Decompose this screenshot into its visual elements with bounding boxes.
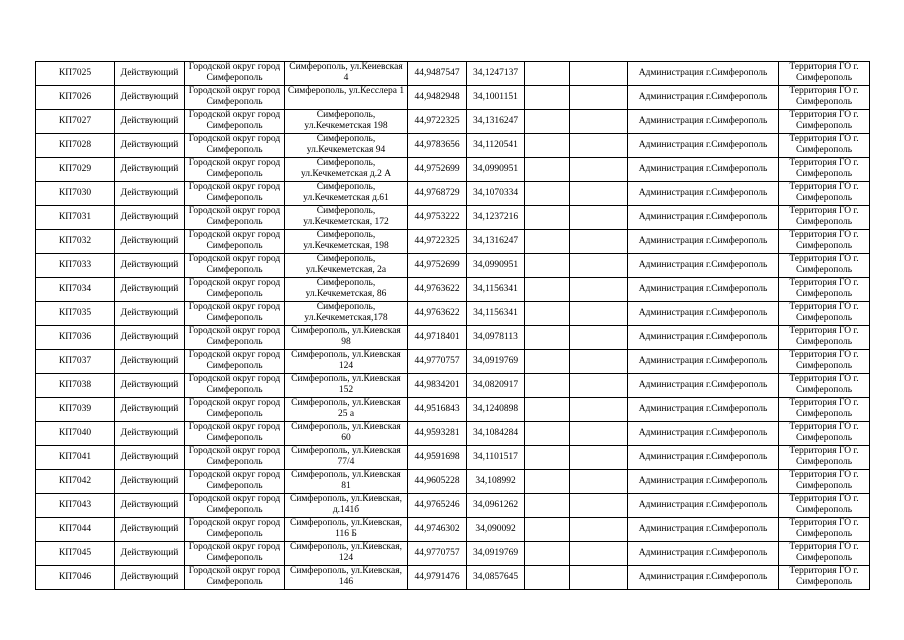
cell-longitude: 34,1070334 — [467, 182, 525, 206]
cell-empty — [570, 62, 628, 86]
cell-code: КП7029 — [36, 158, 115, 182]
cell-address: Симферополь, ул.Кечкеметская, 86 — [285, 278, 408, 302]
cell-territory: Территория ГО г. Симферополь — [779, 158, 870, 182]
cell-longitude: 34,1240898 — [467, 398, 525, 422]
cell-empty — [570, 254, 628, 278]
cell-latitude: 44,9752699 — [408, 158, 467, 182]
cell-empty — [525, 422, 570, 446]
cell-status: Действующий — [115, 62, 185, 86]
cell-address: Симферополь, ул.Кечкеметская, 2а — [285, 254, 408, 278]
cell-longitude: 34,0990951 — [467, 158, 525, 182]
cell-longitude: 34,1001151 — [467, 86, 525, 110]
cell-address: Симферополь, ул.Киевская, д.141б — [285, 494, 408, 518]
cell-owner: Администрация г.Симферополь — [628, 446, 779, 470]
cell-owner: Администрация г.Симферополь — [628, 86, 779, 110]
cell-owner: Администрация г.Симферополь — [628, 422, 779, 446]
cell-longitude: 34,1101517 — [467, 446, 525, 470]
cell-territory: Территория ГО г. Симферополь — [779, 374, 870, 398]
cell-status: Действующий — [115, 494, 185, 518]
cell-status: Действующий — [115, 134, 185, 158]
cell-latitude: 44,9753222 — [408, 206, 467, 230]
cell-empty — [570, 134, 628, 158]
cell-district: Городской округ город Симферополь — [185, 134, 285, 158]
cell-latitude: 44,9763622 — [408, 278, 467, 302]
cell-district: Городской округ город Симферополь — [185, 182, 285, 206]
table-row — [36, 374, 870, 398]
cell-empty — [570, 446, 628, 470]
table-row — [36, 206, 870, 230]
cell-address: Симферополь, ул.Кечкеметская, 172 — [285, 206, 408, 230]
cell-latitude: 44,9487547 — [408, 62, 467, 86]
cell-code: КП7028 — [36, 134, 115, 158]
cell-empty — [570, 350, 628, 374]
table-row — [36, 470, 870, 494]
cell-empty — [525, 278, 570, 302]
cell-address: Симферополь, ул.Кечкеметская д.2 А — [285, 158, 408, 182]
cell-empty — [525, 374, 570, 398]
cell-address: Симферополь, ул.Киевская 98 — [285, 326, 408, 350]
cell-status: Действующий — [115, 542, 185, 566]
table-row — [36, 518, 870, 542]
cell-owner: Администрация г.Симферополь — [628, 398, 779, 422]
cell-code: КП7042 — [36, 470, 115, 494]
cell-status: Действующий — [115, 374, 185, 398]
cell-code: КП7035 — [36, 302, 115, 326]
cell-status: Действующий — [115, 566, 185, 590]
cell-latitude: 44,9516843 — [408, 398, 467, 422]
cell-territory: Территория ГО г. Симферополь — [779, 398, 870, 422]
cell-code: КП7044 — [36, 518, 115, 542]
cell-district: Городской округ город Симферополь — [185, 158, 285, 182]
cell-district: Городской округ город Симферополь — [185, 206, 285, 230]
cell-territory: Территория ГО г. Симферополь — [779, 278, 870, 302]
cell-code: КП7026 — [36, 86, 115, 110]
cell-empty — [525, 542, 570, 566]
cell-code: КП7031 — [36, 206, 115, 230]
cell-status: Действующий — [115, 254, 185, 278]
cell-code: КП7043 — [36, 494, 115, 518]
cell-latitude: 44,9768729 — [408, 182, 467, 206]
cell-longitude: 34,090092 — [467, 518, 525, 542]
cell-code: КП7038 — [36, 374, 115, 398]
cell-territory: Территория ГО г. Симферополь — [779, 542, 870, 566]
cell-empty — [570, 398, 628, 422]
cell-empty — [570, 110, 628, 134]
cell-latitude: 44,9718401 — [408, 326, 467, 350]
cell-district: Городской округ город Симферополь — [185, 398, 285, 422]
table-row — [36, 566, 870, 590]
cell-owner: Администрация г.Симферополь — [628, 110, 779, 134]
cell-owner: Администрация г.Симферополь — [628, 206, 779, 230]
cell-empty — [525, 518, 570, 542]
cell-longitude: 34,1237216 — [467, 206, 525, 230]
cell-owner: Администрация г.Симферополь — [628, 182, 779, 206]
cell-district: Городской округ город Симферополь — [185, 254, 285, 278]
table-row — [36, 398, 870, 422]
cell-territory: Территория ГО г. Симферополь — [779, 350, 870, 374]
cell-empty — [570, 494, 628, 518]
cell-territory: Территория ГО г. Симферополь — [779, 470, 870, 494]
table-row — [36, 302, 870, 326]
cell-empty — [570, 182, 628, 206]
cell-status: Действующий — [115, 206, 185, 230]
cell-empty — [525, 62, 570, 86]
cell-status: Действующий — [115, 182, 185, 206]
cell-empty — [525, 230, 570, 254]
table-row — [36, 110, 870, 134]
cell-territory: Территория ГО г. Симферополь — [779, 422, 870, 446]
cell-code: КП7025 — [36, 62, 115, 86]
cell-district: Городской округ город Симферополь — [185, 542, 285, 566]
cell-longitude: 34,1156341 — [467, 302, 525, 326]
cell-empty — [570, 230, 628, 254]
cell-district: Городской округ город Симферополь — [185, 422, 285, 446]
cell-territory: Территория ГО г. Симферополь — [779, 566, 870, 590]
cell-code: КП7039 — [36, 398, 115, 422]
cell-status: Действующий — [115, 518, 185, 542]
cell-territory: Территория ГО г. Симферополь — [779, 254, 870, 278]
cell-status: Действующий — [115, 446, 185, 470]
cell-empty — [570, 470, 628, 494]
cell-latitude: 44,9605228 — [408, 470, 467, 494]
cell-empty — [525, 182, 570, 206]
cell-empty — [525, 302, 570, 326]
table-row — [36, 182, 870, 206]
cell-address: Симферополь, ул.Киевская 77/4 — [285, 446, 408, 470]
cell-empty — [570, 518, 628, 542]
cell-latitude: 44,9783656 — [408, 134, 467, 158]
cell-district: Городской округ город Симферополь — [185, 494, 285, 518]
cell-code: КП7033 — [36, 254, 115, 278]
cell-empty — [525, 158, 570, 182]
cell-district: Городской округ город Симферополь — [185, 350, 285, 374]
cell-owner: Администрация г.Симферополь — [628, 542, 779, 566]
cell-longitude: 34,0857645 — [467, 566, 525, 590]
cell-territory: Территория ГО г. Симферополь — [779, 110, 870, 134]
cell-empty — [525, 494, 570, 518]
cell-longitude: 34,0990951 — [467, 254, 525, 278]
cell-address: Симферополь, ул.Киевская, 124 — [285, 542, 408, 566]
cell-district: Городской округ город Симферополь — [185, 326, 285, 350]
cell-latitude: 44,9834201 — [408, 374, 467, 398]
cell-territory: Территория ГО г. Симферополь — [779, 86, 870, 110]
cell-territory: Территория ГО г. Симферополь — [779, 206, 870, 230]
cell-empty — [525, 566, 570, 590]
cell-empty — [525, 206, 570, 230]
cell-empty — [525, 470, 570, 494]
cell-owner: Администрация г.Симферополь — [628, 518, 779, 542]
cell-owner: Администрация г.Симферополь — [628, 350, 779, 374]
cell-territory: Территория ГО г. Симферополь — [779, 302, 870, 326]
cell-address: Симферополь, ул.Киевская, 146 — [285, 566, 408, 590]
cell-latitude: 44,9591698 — [408, 446, 467, 470]
table-row — [36, 254, 870, 278]
cell-owner: Администрация г.Симферополь — [628, 254, 779, 278]
cell-territory: Территория ГО г. Симферополь — [779, 230, 870, 254]
cell-longitude: 34,0919769 — [467, 350, 525, 374]
cell-empty — [570, 206, 628, 230]
cell-territory: Территория ГО г. Симферополь — [779, 494, 870, 518]
table-row — [36, 494, 870, 518]
table-row — [36, 350, 870, 374]
cell-longitude: 34,0978113 — [467, 326, 525, 350]
cell-owner: Администрация г.Симферополь — [628, 494, 779, 518]
cell-address: Симферополь, ул.Кечкеметская,178 — [285, 302, 408, 326]
cell-longitude: 34,1120541 — [467, 134, 525, 158]
cell-owner: Администрация г.Симферополь — [628, 566, 779, 590]
cell-district: Городской округ город Симферополь — [185, 446, 285, 470]
cell-code: КП7032 — [36, 230, 115, 254]
cell-empty — [525, 326, 570, 350]
cell-empty — [570, 566, 628, 590]
cell-empty — [570, 374, 628, 398]
registry-rows — [36, 62, 870, 590]
cell-status: Действующий — [115, 470, 185, 494]
table-row — [36, 278, 870, 302]
cell-empty — [570, 278, 628, 302]
cell-territory: Территория ГО г. Симферополь — [779, 62, 870, 86]
cell-empty — [570, 86, 628, 110]
cell-address: Симферополь, ул.Киевская 152 — [285, 374, 408, 398]
cell-district: Городской округ город Симферополь — [185, 278, 285, 302]
cell-empty — [570, 542, 628, 566]
cell-latitude: 44,9770757 — [408, 542, 467, 566]
cell-code: КП7041 — [36, 446, 115, 470]
cell-longitude: 34,0961262 — [467, 494, 525, 518]
cell-status: Действующий — [115, 326, 185, 350]
cell-longitude: 34,1084284 — [467, 422, 525, 446]
cell-empty — [570, 158, 628, 182]
cell-owner: Администрация г.Симферополь — [628, 62, 779, 86]
cell-status: Действующий — [115, 350, 185, 374]
cell-latitude: 44,9482948 — [408, 86, 467, 110]
cell-address: Симферополь, ул.Киевская 81 — [285, 470, 408, 494]
cell-code: КП7027 — [36, 110, 115, 134]
cell-latitude: 44,9752699 — [408, 254, 467, 278]
cell-address: Симферополь, ул.Кечкеметская 94 — [285, 134, 408, 158]
cell-longitude: 34,0820917 — [467, 374, 525, 398]
cell-district: Городской округ город Симферополь — [185, 374, 285, 398]
cell-status: Действующий — [115, 230, 185, 254]
cell-address: Симферополь, ул.Кеиевская 4 — [285, 62, 408, 86]
cell-longitude: 34,1316247 — [467, 110, 525, 134]
cell-empty — [570, 302, 628, 326]
cell-owner: Администрация г.Симферополь — [628, 158, 779, 182]
cell-empty — [570, 422, 628, 446]
cell-district: Городской округ город Симферополь — [185, 302, 285, 326]
cell-latitude: 44,9770757 — [408, 350, 467, 374]
table-row — [36, 62, 870, 86]
cell-latitude: 44,9722325 — [408, 110, 467, 134]
table-row — [36, 158, 870, 182]
cell-owner: Администрация г.Симферополь — [628, 374, 779, 398]
cell-territory: Территория ГО г. Симферополь — [779, 518, 870, 542]
cell-district: Городской округ город Симферополь — [185, 110, 285, 134]
cell-address: Симферополь, ул.Киевская 124 — [285, 350, 408, 374]
cell-longitude: 34,108992 — [467, 470, 525, 494]
cell-longitude: 34,1247137 — [467, 62, 525, 86]
cell-owner: Администрация г.Симферополь — [628, 470, 779, 494]
cell-address: Симферополь, ул.Киевская 60 — [285, 422, 408, 446]
cell-code: КП7034 — [36, 278, 115, 302]
cell-latitude: 44,9791476 — [408, 566, 467, 590]
cell-territory: Территория ГО г. Симферополь — [779, 134, 870, 158]
cell-latitude: 44,9763622 — [408, 302, 467, 326]
cell-address: Симферополь, ул.Киевская 25 а — [285, 398, 408, 422]
cell-empty — [525, 446, 570, 470]
cell-owner: Администрация г.Симферополь — [628, 230, 779, 254]
cell-owner: Администрация г.Симферополь — [628, 134, 779, 158]
cell-status: Действующий — [115, 86, 185, 110]
cell-territory: Территория ГО г. Симферополь — [779, 326, 870, 350]
cell-owner: Администрация г.Симферополь — [628, 302, 779, 326]
cell-empty — [525, 134, 570, 158]
cell-address: Симферополь, ул.Кечкеметская д.61 — [285, 182, 408, 206]
cell-status: Действующий — [115, 158, 185, 182]
cell-empty — [525, 350, 570, 374]
cell-district: Городской округ город Симферополь — [185, 470, 285, 494]
table-row — [36, 86, 870, 110]
cell-district: Городской округ город Симферополь — [185, 518, 285, 542]
cell-latitude: 44,9593281 — [408, 422, 467, 446]
cell-territory: Территория ГО г. Симферополь — [779, 182, 870, 206]
cell-latitude: 44,9746302 — [408, 518, 467, 542]
cell-status: Действующий — [115, 422, 185, 446]
cell-address: Симферополь, ул.Кечкеметская, 198 — [285, 230, 408, 254]
cell-status: Действующий — [115, 278, 185, 302]
cell-longitude: 34,0919769 — [467, 542, 525, 566]
cell-empty — [525, 254, 570, 278]
cell-owner: Администрация г.Симферополь — [628, 326, 779, 350]
table-row — [36, 134, 870, 158]
cell-latitude: 44,9722325 — [408, 230, 467, 254]
cell-status: Действующий — [115, 110, 185, 134]
cell-empty — [570, 326, 628, 350]
cell-latitude: 44,9765246 — [408, 494, 467, 518]
table-row — [36, 326, 870, 350]
cell-address: Симферополь, ул.Киевская, 116 Б — [285, 518, 408, 542]
cell-address: Симферополь, ул.Кечкеметская 198 — [285, 110, 408, 134]
cell-status: Действующий — [115, 398, 185, 422]
cell-empty — [525, 398, 570, 422]
cell-territory: Территория ГО г. Симферополь — [779, 446, 870, 470]
cell-district: Городской округ город Симферополь — [185, 62, 285, 86]
cell-district: Городской округ город Симферополь — [185, 566, 285, 590]
registry-table — [35, 61, 870, 590]
table-row — [36, 542, 870, 566]
cell-code: КП7045 — [36, 542, 115, 566]
cell-longitude: 34,1156341 — [467, 278, 525, 302]
cell-code: КП7037 — [36, 350, 115, 374]
cell-empty — [525, 110, 570, 134]
cell-code: КП7040 — [36, 422, 115, 446]
cell-district: Городской округ город Симферополь — [185, 86, 285, 110]
cell-code: КП7030 — [36, 182, 115, 206]
cell-district: Городской округ город Симферополь — [185, 230, 285, 254]
cell-status: Действующий — [115, 302, 185, 326]
cell-address: Симферополь, ул.Кесслера 1 — [285, 86, 408, 110]
cell-longitude: 34,1316247 — [467, 230, 525, 254]
table-row — [36, 446, 870, 470]
cell-owner: Администрация г.Симферополь — [628, 278, 779, 302]
table-row — [36, 230, 870, 254]
cell-code: КП7046 — [36, 566, 115, 590]
cell-empty — [525, 86, 570, 110]
cell-code: КП7036 — [36, 326, 115, 350]
table-row — [36, 422, 870, 446]
